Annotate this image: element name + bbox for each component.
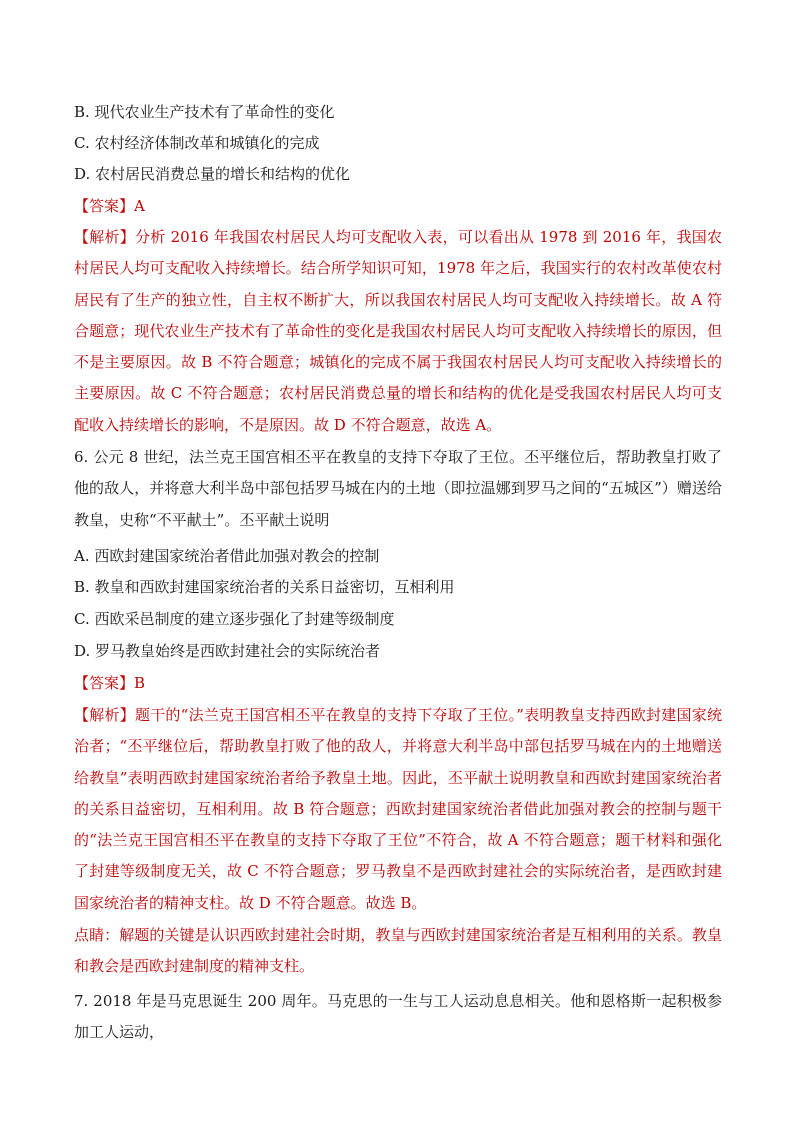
q6-analysis (74, 700, 722, 919)
q5-analysis-tag: 【解析】 (74, 228, 136, 246)
q5-option-c: C. 农村经济体制改革和城镇化的完成 (74, 134, 320, 152)
q6-option-c: C. 西欧采邑制度的建立逐步强化了封建等级制度 (74, 610, 395, 628)
q5-option-d: D. 农村居民消费总量的增长和结构的优化 (74, 165, 351, 183)
q6-answer-value: B (134, 674, 146, 692)
q5-answer-tag: 【答案】 (74, 197, 135, 215)
q6-option-a: A. 西欧封建国家统治者借此加强对教会的控制 (74, 547, 380, 565)
q6-option-d: D. 罗马教皇始终是西欧封建社会的实际统治者 (74, 642, 381, 660)
q6-answer (74, 673, 145, 693)
q5-answer (74, 196, 145, 216)
q6-answer-tag: 【答案】 (74, 674, 135, 692)
q6-option-b: B. 教皇和西欧封建国家统治者的关系日益密切，互相利用 (74, 578, 455, 596)
q5-analysis-text: 分析 2016 年我国农村居民人均可支配收入表，可以看出从 1978 到 2016 年，我国农村居民人均可支配收入持续增长。结合所学知识可知，1978 年之后，我国实行的农村改革使农村居民有了生产的独立性，自主权不断扩大，所以我国农村居民人均可支配收入持续增长。故 A 符合题意；现代农业生产技术有了革命性的变化是我国农村居民人均可支配收入持续增长的原因，但不是主要原因。故 B 不符合题意；城镇化的完成不属于我国农村居民人均可支配收入持续增长的主要原因。故 C 不符合题意；农村居民消费总量的增长和结构的优化是受我国农村居民人均可支配收入持续增长的影响，不是原因。故 D 不符合题意，故选 A。 (74, 228, 722, 434)
q5-analysis (74, 222, 722, 441)
q6-point: 点睛：解题的关键是认识西欧封建社会时期，教皇与西欧封建国家统治者是互相利用的关系。教皇和教会是西欧封建制度的精神支柱。 (74, 926, 722, 976)
q6-analysis-text: 题干的“法兰克王国宫相丕平在教皇的支持下夺取了王位。”表明教皇支持西欧封建国家统治者；“丕平继位后，帮助教皇打败了他的敌人，并将意大利半岛中部包括罗马城在内的土地赠送给教皇”表明西欧封建国家统治者给予教皇土地。因此，丕平献土说明教皇和西欧封建国家统治者的关系日益密切，互相利用。故 B 符合题意；西欧封建国家统治者借此加强对教会的控制与题干的“法兰克王国宫相丕平在教皇的支持下夺取了王位”不符合，故 A 不符合题意；题干材料和强化了封建等级制度无关，故 C 不符合题意；罗马教皇不是西欧封建社会的实际统治者，是西欧封建国家统治者的精神支柱。故 D 不符合题意。故选 B。 (74, 706, 722, 912)
q6-stem: 6. 公元 8 世纪，法兰克王国宫相丕平在教皇的支持下夺取了王位。丕平继位后，帮助教皇打败了他的敌人，并将意大利半岛中部包括罗马城在内的土地（即拉温娜到罗马之间的“五城区”）赠送给教皇，史称“不平献土”。丕平献土说明 (74, 448, 722, 529)
q7-stem: 7. 2018 年是马克思诞生 200 周年。马克思的一生与工人运动息息相关。他和恩格斯一起积极参加工人运动， (74, 992, 722, 1042)
q5-option-b: B. 现代农业生产技术有了革命性的变化 (74, 103, 335, 121)
q5-answer-value: A (134, 197, 145, 215)
q6-analysis-tag: 【解析】 (74, 706, 135, 724)
